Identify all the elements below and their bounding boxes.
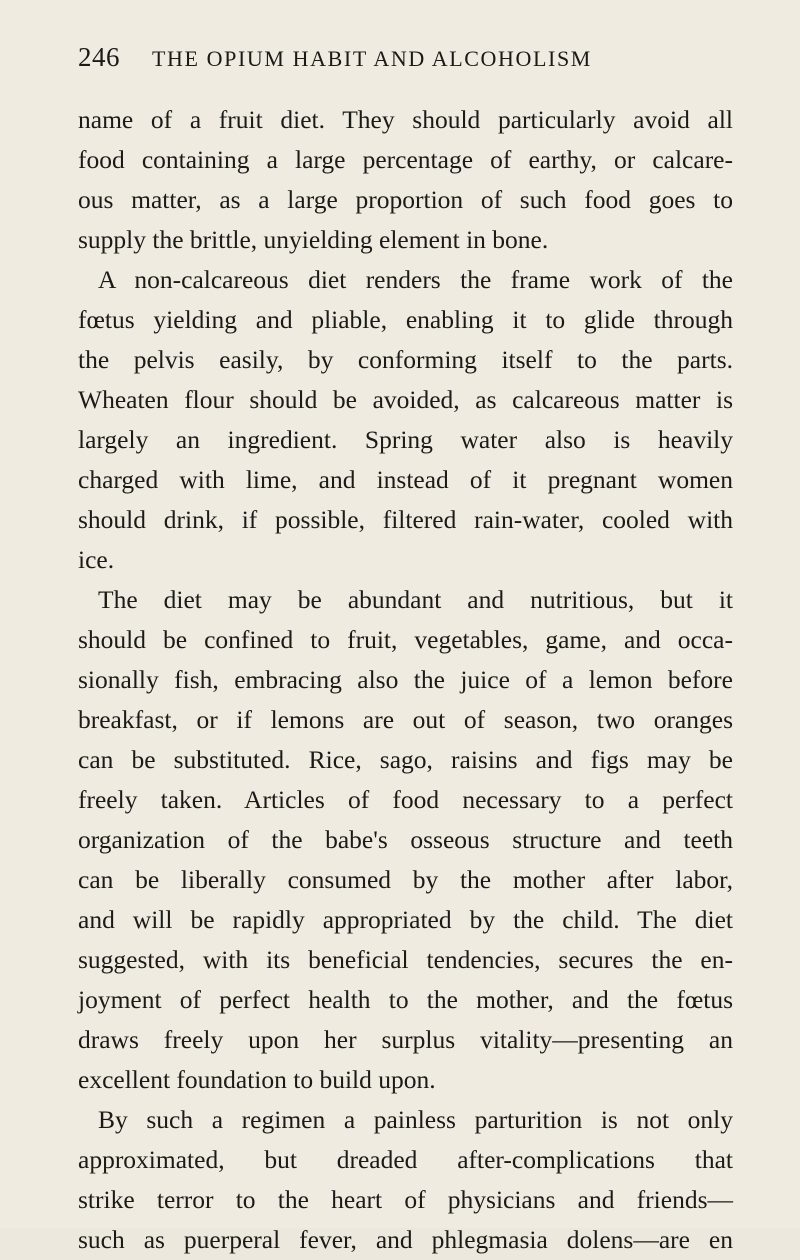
text-line: sionally fish, embracing also the juice of a lemon before — [78, 665, 733, 694]
text-line: organization of the babe's osseous structure and teeth — [78, 825, 733, 854]
text-line: ous matter, as a large proportion of such food goes to — [78, 185, 733, 214]
text-line: such as puerperal fever, and phlegmasia dolens—are en — [78, 1225, 733, 1254]
text-line: and will be rapidly appropriated by the child. The diet — [78, 905, 733, 934]
text-line: draws freely upon her surplus vitality—presenting an — [78, 1025, 733, 1054]
text-line: Wheaten flour should be avoided, as calcareous matter is — [78, 385, 733, 414]
text-line: strike terror to the heart of physicians and friends— — [78, 1185, 733, 1214]
text-line: largely an ingredient. Spring water also is heavily — [78, 425, 733, 454]
text-line: ice. — [78, 545, 115, 574]
text-line: excellent foundation to build upon. — [78, 1065, 436, 1094]
text-line: should be confined to fruit, vegetables, game, and occa- — [78, 625, 733, 654]
text-line: should drink, if possible, filtered rain-water, cooled with — [78, 505, 733, 534]
text-line: freely taken. Articles of food necessary to a perfect — [78, 785, 733, 814]
text-line: can be liberally consumed by the mother after labor, — [78, 865, 733, 894]
running-title: THE OPIUM HABIT AND ALCOHOLISM — [152, 46, 592, 71]
text-line: breakfast, or if lemons are out of season, two oranges — [78, 705, 733, 734]
text-line: joyment of perfect health to the mother, and the fœtus — [78, 985, 733, 1014]
text-line: charged with lime, and instead of it pregnant women — [78, 465, 733, 494]
text-line: the pelvis easily, by conforming itself to the parts. — [78, 345, 733, 374]
text-line: approximated, but dreaded after-complications that — [78, 1145, 733, 1174]
text-line: suggested, with its beneficial tendencies, secures the en- — [78, 945, 733, 974]
running-head — [78, 42, 728, 76]
text-line: fœtus yielding and pliable, enabling it to glide through — [78, 305, 733, 334]
text-line: can be substituted. Rice, sago, raisins and figs may be — [78, 745, 733, 774]
page-number: 246 — [78, 42, 120, 72]
paragraph-start-line: A non-calcareous diet renders the frame work of the — [98, 265, 733, 294]
paragraph-start-line: The diet may be abundant and nutritious, but it — [98, 585, 733, 614]
text-line: food containing a large percentage of earthy, or calcare- — [78, 145, 733, 174]
text-line: name of a fruit diet. They should particularly avoid all — [78, 105, 733, 134]
body-text — [78, 100, 733, 1260]
paragraph-start-line: By such a regimen a painless parturition is not only — [98, 1105, 733, 1134]
text-line: supply the brittle, unyielding element in bone. — [78, 225, 549, 254]
